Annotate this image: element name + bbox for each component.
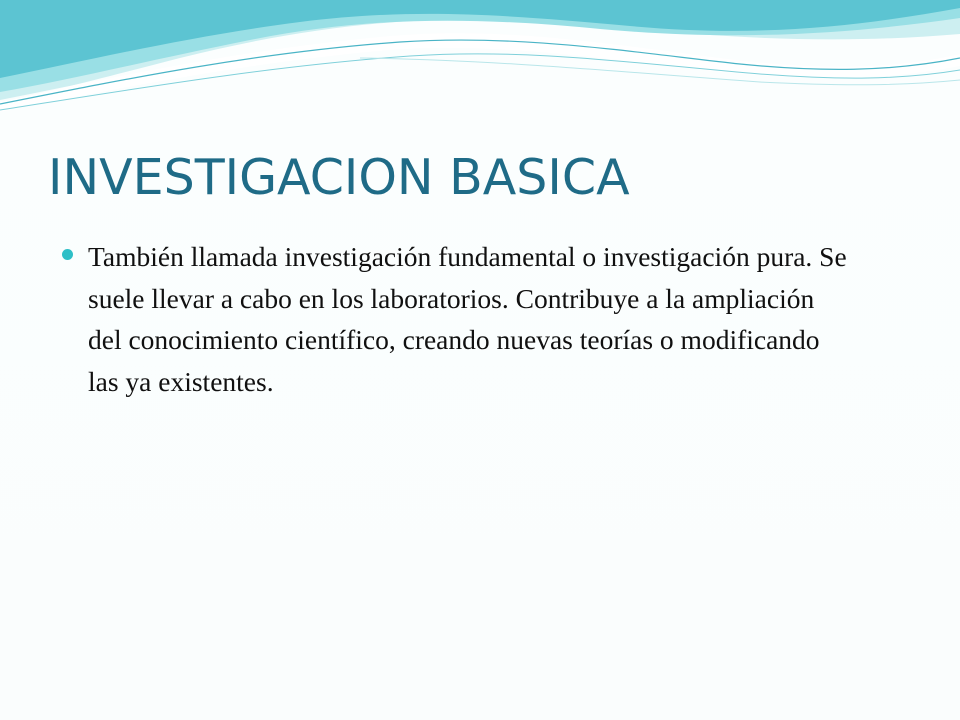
slide-title: INVESTIGACION BASICA [48, 149, 630, 206]
bullet-item [58, 236, 848, 402]
bullet-dot-icon [62, 249, 73, 260]
header-wave-decoration [0, 0, 960, 140]
bullet-text: También llamada investigación fundamental o investigación pura. Se suele llevar a cabo en los laboratorios. Contribuye a la ampliación del conocimiento científico, creando nuevas teorías o modificando las ya existentes. [88, 241, 847, 397]
bullet-list [58, 236, 848, 402]
